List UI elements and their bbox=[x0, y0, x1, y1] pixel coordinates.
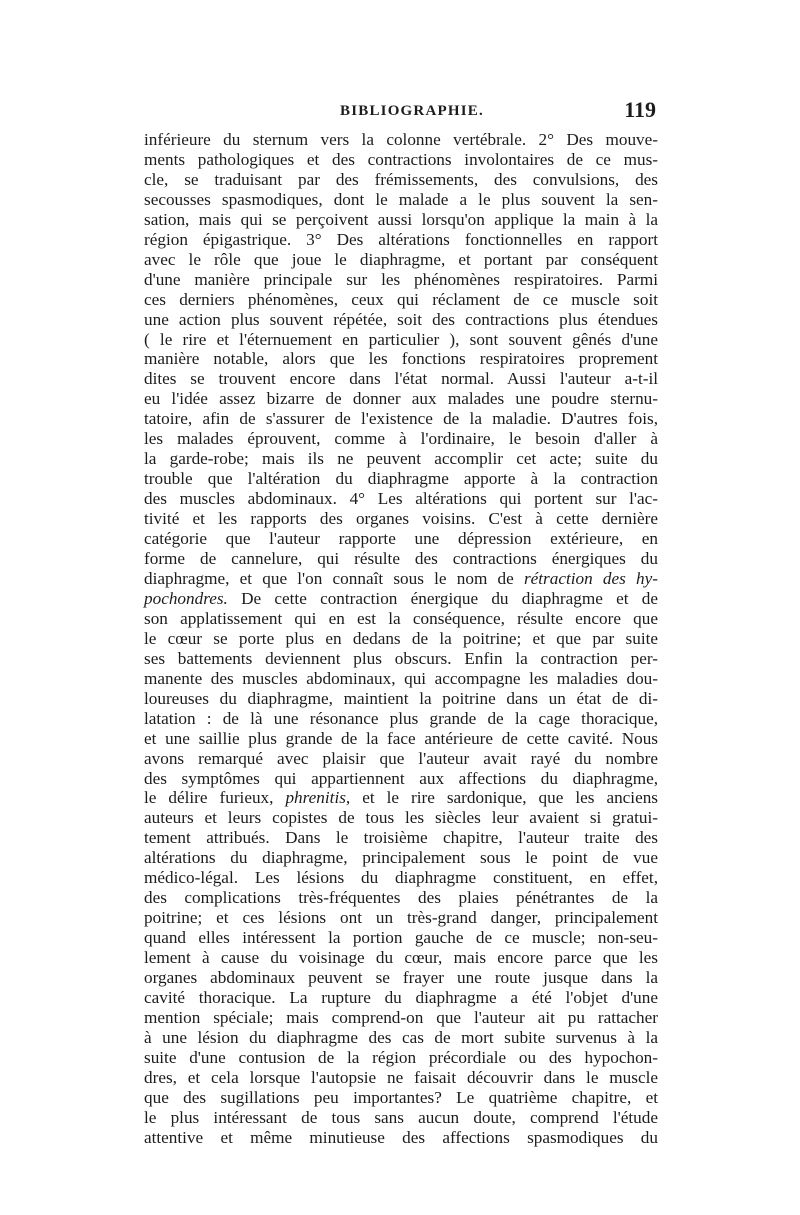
text-line: des complications très-fréquentes des plaies pénétrantes de la bbox=[144, 888, 658, 908]
text-line: altérations du diaphragme, principalement sous le point de vue bbox=[144, 848, 658, 868]
text-line: une action plus souvent répétée, soit des contractions plus étendues bbox=[144, 309, 658, 329]
text-line: manière notable, alors que les fonctions respiratoires proprement bbox=[144, 349, 658, 369]
text-line: loureuses du diaphragme, maintient la poitrine dans un état de di- bbox=[144, 688, 658, 708]
page-number: 119 bbox=[624, 97, 656, 122]
text-line: eu l'idée assez bizarre de donner aux malades une poudre sternu- bbox=[144, 389, 658, 409]
text-line: tivité et les rapports des organes voisins. C'est à cette dernière bbox=[144, 509, 658, 529]
body-text bbox=[144, 130, 658, 1148]
text-line: tement attribués. Dans le troisième chapitre, l'auteur traite des bbox=[144, 828, 658, 848]
text-line: avec le rôle que joue le diaphragme, et portant par conséquent bbox=[144, 249, 658, 269]
text-line: son applatissement qui en est la conséquence, résulte encore que bbox=[144, 608, 658, 628]
text-line: poitrine; et ces lésions ont un très-grand danger, principalement bbox=[144, 908, 658, 928]
text-line: tatoire, afin de s'assurer de l'existence de la maladie. D'autres fois, bbox=[144, 409, 658, 429]
text-line: avons remarqué avec plaisir que l'auteur avait rayé du nombre bbox=[144, 748, 658, 768]
text-line: médico-légal. Les lésions du diaphragme constituent, en effet, bbox=[144, 868, 658, 888]
text-line: le délire furieux, phrenitis, et le rire sardonique, que les anciens bbox=[144, 788, 658, 808]
text-line: manente des muscles abdominaux, qui accompagne les maladies dou- bbox=[144, 668, 658, 688]
page-header bbox=[144, 97, 656, 127]
text-line: suite d'une contusion de la région précordiale ou des hypochon- bbox=[144, 1047, 658, 1067]
text-line: ses battements deviennent plus obscurs. Enfin la contraction per- bbox=[144, 648, 658, 668]
text-line: ments pathologiques et des contractions involontaires de ce mus- bbox=[144, 149, 658, 169]
text-line: cle, se traduisant par des frémissements, des convulsions, des bbox=[144, 169, 658, 189]
text-line: secousses spasmodiques, dont le malade a le plus souvent la sen- bbox=[144, 189, 658, 209]
text-line: les malades éprouvent, comme à l'ordinaire, le besoin d'aller à bbox=[144, 429, 658, 449]
text-line: catégorie que l'auteur rapporte une dépression extérieure, en bbox=[144, 529, 658, 549]
text-line: des symptômes qui appartiennent aux affections du diaphragme, bbox=[144, 768, 658, 788]
text-line: le cœur se porte plus en dedans de la poitrine; et que par suite bbox=[144, 628, 658, 648]
text-line: d'une manière principale sur les phénomènes respiratoires. Parmi bbox=[144, 269, 658, 289]
text-line: mention spéciale; mais comprend-on que l'auteur ait pu rattacher bbox=[144, 1007, 658, 1027]
text-line: des muscles abdominaux. 4° Les altérations qui portent sur l'ac- bbox=[144, 489, 658, 509]
text-line: dites se trouvent encore dans l'état normal. Aussi l'auteur a-t-il bbox=[144, 369, 658, 389]
text-line: la garde-robe; mais ils ne peuvent accomplir cet acte; suite du bbox=[144, 449, 658, 469]
text-line: auteurs et leurs copistes de tous les siècles leur avaient si gratui- bbox=[144, 808, 658, 828]
running-head: BIBLIOGRAPHIE. bbox=[340, 103, 484, 119]
text-line: forme de cannelure, qui résulte des contractions énergiques du bbox=[144, 549, 658, 569]
text-line: à une lésion du diaphragme des cas de mort subite survenus à la bbox=[144, 1027, 658, 1047]
text-line: pochondres. De cette contraction énergique du diaphragme et de bbox=[144, 588, 658, 608]
text-line: lement à cause du voisinage du cœur, mais encore parce que les bbox=[144, 948, 658, 968]
text-line: que des sugillations peu importantes? Le quatrième chapitre, et bbox=[144, 1087, 658, 1107]
text-line: organes abdominaux peuvent se frayer une route jusque dans la bbox=[144, 968, 658, 988]
text-line: inférieure du sternum vers la colonne vertébrale. 2° Des mouve- bbox=[144, 130, 658, 149]
text-line: quand elles intéressent la portion gauche de ce muscle; non-seu- bbox=[144, 928, 658, 948]
text-line: ( le rire et l'éternuement en particulier ), sont souvent gênés d'une bbox=[144, 329, 658, 349]
text-line: trouble que l'altération du diaphragme apporte à la contraction bbox=[144, 469, 658, 489]
text-line: cavité thoracique. La rupture du diaphragme a été l'objet d'une bbox=[144, 987, 658, 1007]
text-line: dres, et cela lorsque l'autopsie ne faisait découvrir dans le muscle bbox=[144, 1067, 658, 1087]
text-line: région épigastrique. 3° Des altérations fonctionnelles en rapport bbox=[144, 229, 658, 249]
text-line: attentive et même minutieuse des affections spasmodiques du bbox=[144, 1127, 658, 1147]
text-line: et une saillie plus grande de la face antérieure de cette cavité. Nous bbox=[144, 728, 658, 748]
text-line: latation : de là une résonance plus grande de la cage thoracique, bbox=[144, 708, 658, 728]
text-line: diaphragme, et que l'on connaît sous le nom de rétraction des hy- bbox=[144, 568, 658, 588]
text-line: le plus intéressant de tous sans aucun doute, comprend l'étude bbox=[144, 1107, 658, 1127]
text-line: ces derniers phénomènes, ceux qui réclament de ce muscle soit bbox=[144, 289, 658, 309]
text-line: sation, mais qui se perçoivent aussi lorsqu'on applique la main à la bbox=[144, 209, 658, 229]
